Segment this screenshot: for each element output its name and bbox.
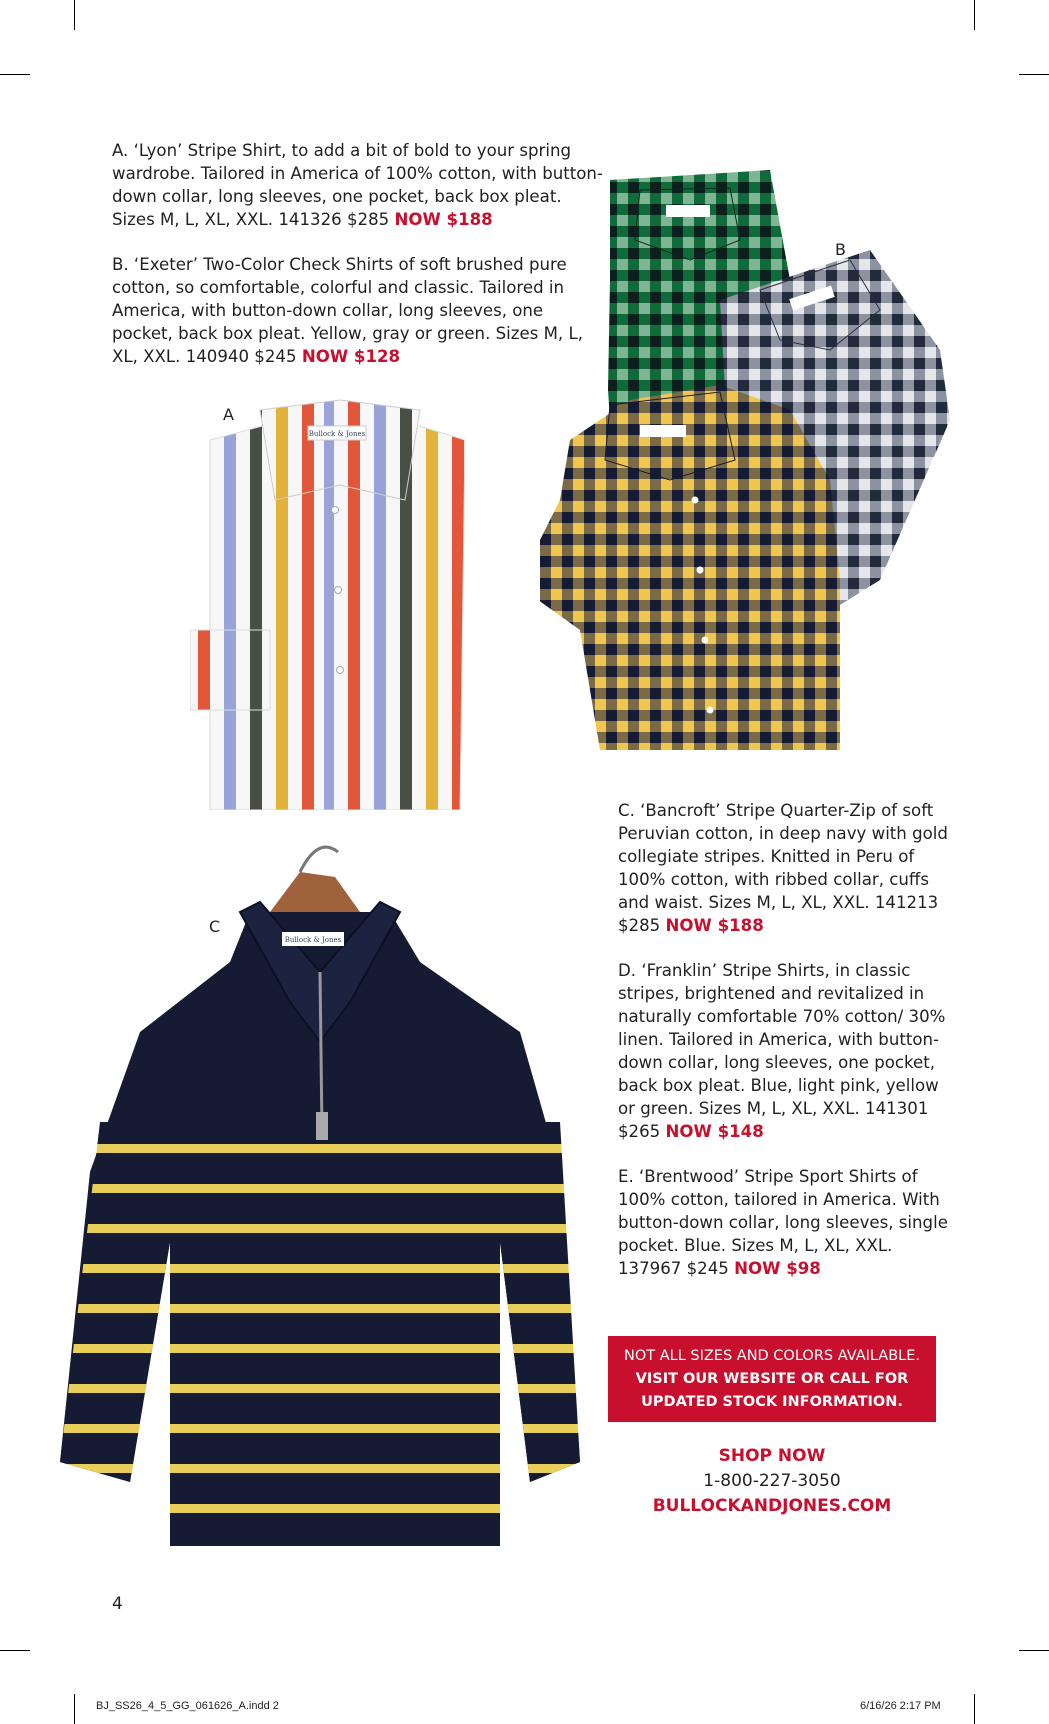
hanger — [270, 872, 360, 912]
crop-mark — [974, 0, 975, 30]
notice-line-2: VISIT OUR WEBSITE OR CALL FOR — [635, 1371, 909, 1387]
gold-check-shirt — [540, 385, 840, 750]
product-b-desc: B. ‘Exeter’ Two-Color Check Shirts of soft brushed pure cotton, so comfortable, colorful and classic. Tailored in America, with button-down collar, long sleeves, one pocket, back box pleat. Yellow, gray or green. Sizes M, L, XL, XXL. 140940 $245 NOW $128 — [112, 255, 583, 366]
crop-mark — [74, 1694, 75, 1724]
shirt-button — [692, 497, 699, 504]
zipper — [320, 972, 322, 1132]
crop-mark — [1019, 74, 1049, 75]
shirt-cuff — [190, 630, 270, 710]
crop-mark — [974, 1694, 975, 1724]
crop-mark — [0, 74, 30, 75]
website-link[interactable]: BULLOCKANDJONES.COM — [652, 1496, 892, 1516]
product-c-title: C. ‘Bancroft’ Stripe Quarter-Zip — [618, 801, 876, 820]
product-b-title: B. ‘Exeter’ Two-Color Check Shirts — [112, 255, 394, 274]
product-e-sale-price: NOW $98 — [734, 1259, 821, 1278]
shirt-label-text: Bullock & Jones — [308, 430, 366, 438]
check-shirts-image — [540, 160, 980, 770]
slug-file: BJ_SS26_4_5_GG_061626_A.indd 2 — [96, 1700, 279, 1712]
shirt-button — [707, 707, 714, 714]
phone-number[interactable]: 1-800-227-3050 — [703, 1471, 841, 1491]
product-text-right — [618, 799, 948, 1302]
product-a-desc: A. ‘Lyon’ Stripe Shirt, to add a bit of bold to your spring wardrobe. Tailored in America of 100% cotton, with button-down collar, long sleeves, one pocket, back box pleat. Sizes M, L, XL, XXL. 141326 $285 NOW $188 — [112, 141, 603, 229]
product-c-sale-price: NOW $188 — [665, 916, 764, 935]
product-b-sale-price: NOW $128 — [301, 347, 401, 366]
zipper-pull — [316, 1112, 328, 1140]
shop-now-block — [608, 1444, 936, 1519]
product-e-desc: E. ‘Brentwood’ Stripe Sport Shirts of 100% cotton, tailored in America. With button-down collar, long sleeves, single pocket. Blue. Sizes M, L, XL, XXL. 137967 $245 NOW $98 — [618, 1167, 948, 1278]
slug-date: 6/16/26 2:17 PM — [860, 1700, 941, 1712]
product-e-title: E. ‘Brentwood’ Stripe Sport Shirt — [618, 1167, 888, 1186]
stock-notice — [608, 1336, 936, 1422]
shirt-button — [337, 667, 344, 674]
product-a-title: A. ‘Lyon’ Stripe Shirt — [112, 141, 282, 160]
shirt-button — [697, 567, 704, 574]
crop-mark — [0, 1650, 30, 1651]
product-d-desc: D. ‘Franklin’ Stripe Shirts, in classic stripes, brightened and revitalized in naturally comfortable 70% cotton/ 30% linen. Tailored in America, with button-down collar, long sleeves, one pocket, back box pleat. Blue, light pink, yellow or green. Sizes M, L, XL, XXL. 141301 $265 NOW $148 — [618, 961, 946, 1141]
notice-line-1: NOT ALL SIZES AND COLORS AVAILABLE. — [623, 1348, 921, 1364]
product-c-desc: C. ‘Bancroft’ Stripe Quarter-Zip of soft Peruvian cotton, in deep navy with gold collegiate stripes. Knitted in Peru of 100% cotton, with ribbed collar, cuffs and waist. Sizes M, L, XL, XXL. 141213 $285 NOW $188 — [618, 801, 948, 935]
label-a: A — [223, 405, 234, 424]
quarter-zip-image — [60, 822, 600, 1582]
product-text-left — [112, 139, 607, 390]
shirt-button — [702, 637, 709, 644]
product-d-title: D. ‘Franklin’ Stripe Shirts, — [618, 961, 830, 980]
crop-mark — [1019, 1650, 1049, 1651]
shirt-button — [332, 507, 339, 514]
label-c: C — [209, 917, 221, 936]
shop-now-label[interactable]: SHOP NOW — [718, 1446, 826, 1466]
shirt-label-tag — [640, 425, 686, 437]
stripe-shirt-image — [190, 390, 480, 810]
notice-line-3: UPDATED STOCK INFORMATION. — [641, 1394, 903, 1410]
product-d-sale-price: NOW $148 — [665, 1122, 764, 1141]
hanger-hook — [300, 847, 338, 872]
product-a-sale-price: NOW $188 — [394, 210, 493, 229]
label-b: B — [835, 240, 846, 259]
crop-mark — [74, 0, 75, 30]
shirt-label-tag — [666, 205, 710, 217]
page-number: 4 — [112, 1594, 123, 1614]
sweater-waistband — [170, 1522, 500, 1546]
shirt-button — [335, 587, 342, 594]
sweater-label-text: Bullock & Jones — [284, 936, 342, 944]
